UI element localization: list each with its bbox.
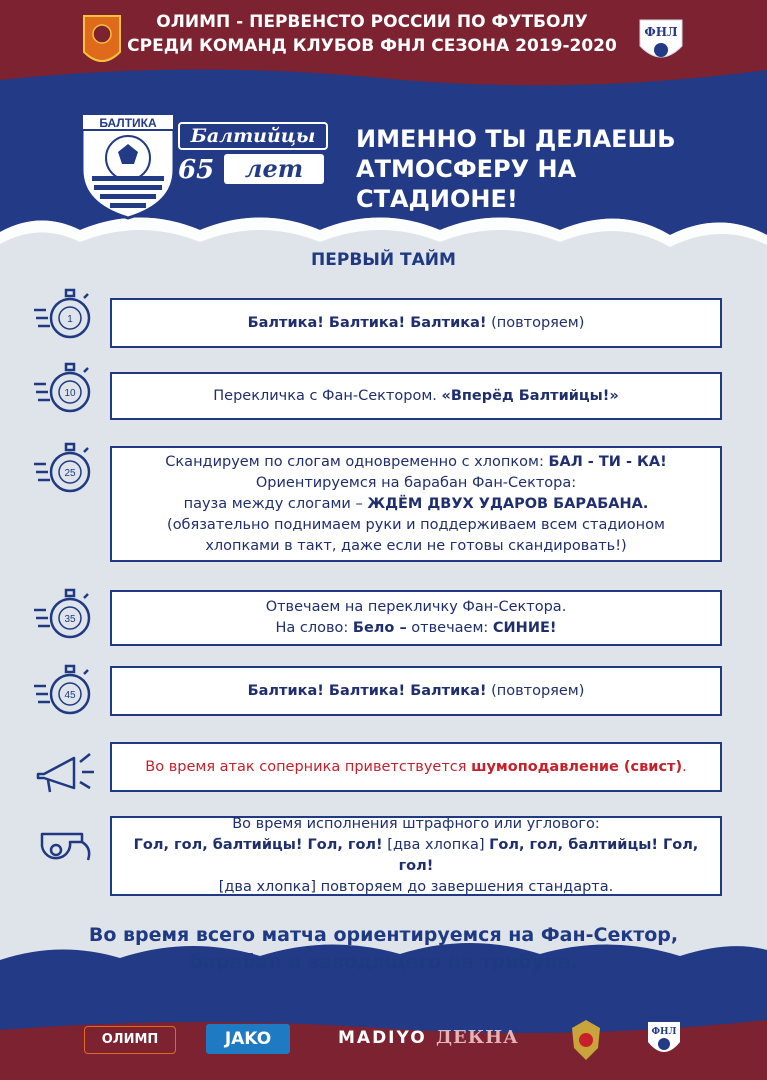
fnl-badge-icon (634, 16, 688, 68)
chant-text: (обязательно поднимаем руки и поддерживаем всем стадионом (167, 516, 665, 533)
sponsor-olimp: ОЛИМП (84, 1026, 176, 1054)
chant-card-7 (110, 816, 722, 896)
anniversary-number: 65 (178, 155, 215, 185)
fnl-footer-icon (644, 1018, 684, 1062)
chant-text: хлопками в такт, даже если не готовы скандировать!) (205, 537, 627, 554)
chant-bold: Бело – (352, 620, 407, 636)
stopwatch-minute: 35 (64, 614, 76, 625)
stopwatch-minute: 45 (64, 690, 76, 701)
chant-text: отвечаем: (406, 620, 493, 636)
stopwatch-minute: 10 (64, 388, 76, 399)
header-title-line2: СРЕДИ КОМАНД КЛУБОВ ФНЛ СЕЗОНА 2019-2020 (127, 36, 617, 56)
slogan-line2: АТМОСФЕРУ НА СТАДИОНЕ! (356, 155, 577, 213)
section-title: ПЕРВЫЙ ТАЙМ (311, 250, 456, 270)
chant-bold: ЖДЁМ ДВУХ УДАРОВ БАРАБАНА. (367, 495, 649, 512)
chant-card-4 (110, 590, 722, 646)
chant-bold: БАЛ - ТИ - КА! (548, 453, 667, 470)
club-logo-icon (78, 108, 178, 220)
chant-text: пауза между слогами – (183, 495, 368, 512)
stopwatch-icon (34, 584, 96, 646)
final-note-line2: барабан и заводящего на трибуне. (189, 951, 578, 973)
sponsors-bar (0, 1012, 767, 1068)
chant-card-6 (110, 742, 722, 792)
whistle-icon (34, 812, 96, 874)
stopwatch-icon (34, 660, 96, 722)
club-logo-name: БАЛТИКА (99, 116, 157, 130)
chant-text: Отвечаем на перекличку Фан-Сектора. (265, 599, 567, 615)
chant-text: Перекличка с Фан-Сектором. (213, 387, 442, 404)
chant-bold: Балтика! Балтика! Балтика! (247, 682, 487, 699)
header-title-line1: ОЛИМП - ПЕРВЕНСТО РОССИИ ПО ФУТБОЛУ (156, 12, 588, 32)
anniversary-script: Балтийцы (178, 122, 328, 150)
chant-text: (повторяем) (486, 682, 585, 699)
chant-text: На слово: (275, 620, 353, 636)
slogan-line1: ИМЕННО ТЫ ДЕЛАЕШЬ (356, 125, 676, 153)
chant-card-2 (110, 372, 722, 420)
chant-text: [два хлопка] (382, 837, 490, 853)
chant-text: (повторяем) (486, 314, 585, 331)
chant-text: Во время исполнения штрафного или углового: (232, 816, 600, 832)
chant-text: Ориентируемся на барабан Фан-Сектора: (255, 474, 577, 491)
chant-card-3 (110, 446, 722, 562)
sponsor-madiyo: MADIYO (338, 1028, 427, 1048)
chant-card-1 (110, 298, 722, 348)
fnl-footer-label: ФНЛ (651, 1027, 677, 1037)
slogan (356, 124, 736, 214)
chant-text: [два хлопка] повторяем до завершения стандарта. (218, 879, 614, 895)
chant-bold: Гол, гол, балтийцы! Гол, гол! (398, 837, 699, 874)
megaphone-icon (34, 738, 96, 800)
chant-text: Во время атак соперника приветствуется (145, 758, 472, 775)
header (0, 0, 767, 80)
sponsor-dekna: ДЕКНА (436, 1027, 519, 1048)
final-note (0, 922, 767, 976)
final-note-line1: Во время всего матча ориентируемся на Фан-Сектор, (88, 924, 679, 946)
sponsor-jako: JAKO (206, 1024, 290, 1054)
stopwatch-minute: 1 (67, 314, 73, 325)
chant-bold: шумоподавление (свист) (471, 758, 683, 775)
chant-bold: Гол, гол, балтийцы! Гол, гол! (133, 837, 383, 853)
chant-card-5 (110, 666, 722, 716)
fnl-badge-label: ФНЛ (644, 25, 678, 39)
rfs-emblem-icon (566, 1018, 606, 1062)
stopwatch-icon (34, 358, 96, 420)
chant-bold: «Вперёд Балтийцы!» (441, 387, 619, 404)
chant-bold: Балтика! Балтика! Балтика! (247, 314, 487, 331)
chant-text: . (682, 758, 687, 775)
stopwatch-icon (34, 438, 96, 500)
stopwatch-icon (34, 284, 96, 346)
anniversary-word: лет (224, 154, 324, 184)
olimp-badge-icon (80, 12, 124, 70)
stopwatch-minute: 25 (64, 468, 76, 479)
header-title (122, 10, 622, 58)
chant-bold: СИНИЕ! (492, 620, 557, 636)
chant-text: Скандируем по слогам одновременно с хлопком: (165, 453, 549, 470)
anniversary-badge (178, 122, 328, 186)
